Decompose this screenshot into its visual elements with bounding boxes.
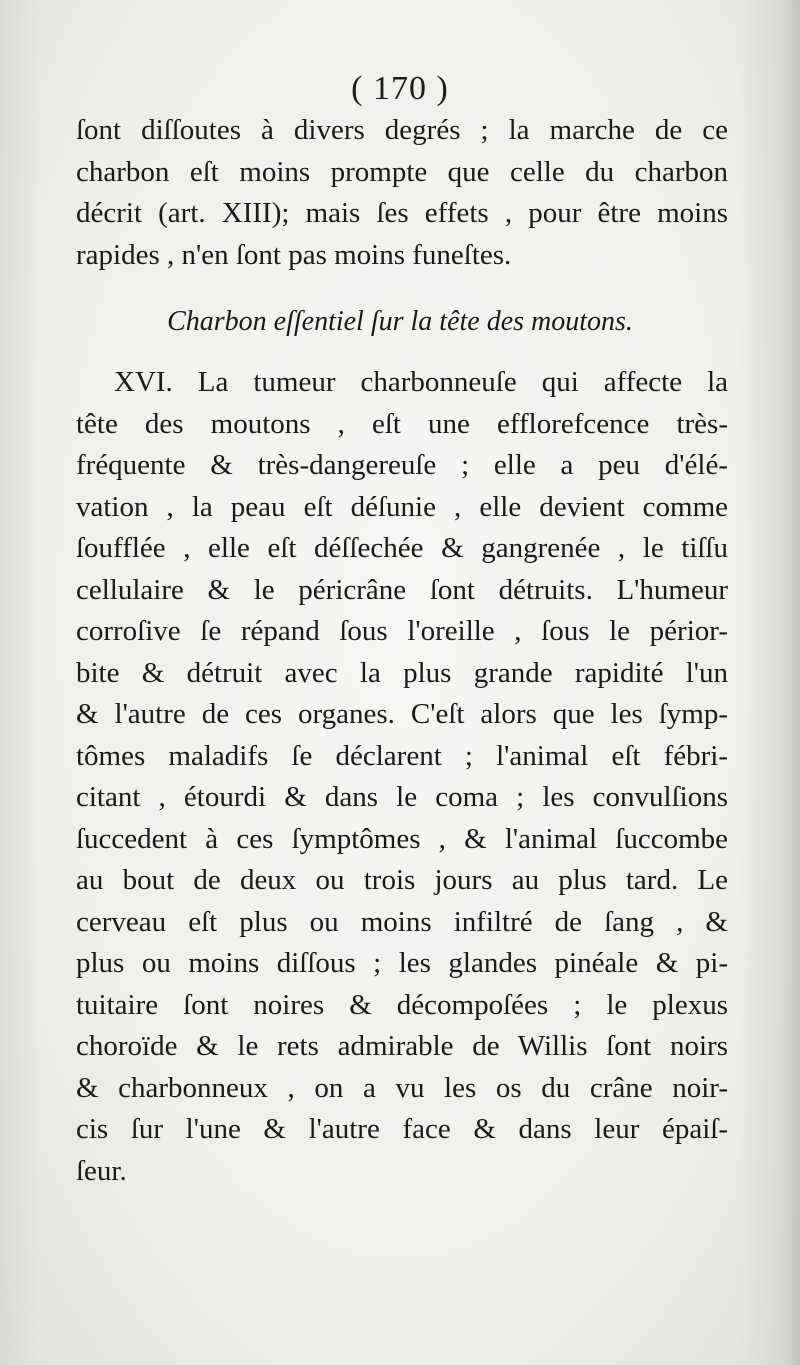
page-number: ( 170 ): [351, 70, 449, 107]
text-line: & charbonneux , on a vu les os du crâne noir-: [76, 1071, 728, 1104]
text-line: rapides , n'en ſont pas moins funeſtes.: [76, 238, 512, 271]
text-line: plus ou moins diſſous ; les glandes pinéale & pi-: [76, 947, 728, 979]
text-line: citant , étourdi & dans le coma ; les convulſions: [76, 781, 728, 813]
text-line: vation , la peau eſt déſunie , elle devient comme: [76, 490, 728, 523]
text-line: tômes maladifs ſe déclarent ; l'animal eſt fébri-: [76, 739, 728, 772]
text-line: corroſive ſe répand ſous l'oreille , ſous le périor-: [76, 615, 728, 647]
text-line: ſoufflée , elle eſt déſſechée & gangrenée , le tiſſu: [76, 532, 728, 564]
page-left-shadow: [0, 0, 40, 1365]
text-line: charbon eſt moins prompte que celle du charbon: [76, 155, 728, 188]
page-right-shadow: [740, 0, 800, 1365]
paragraph-continuation: [76, 110, 728, 276]
text-line: & l'autre de ces organes. C'eſt alors que les ſymp-: [76, 698, 728, 730]
text-line: ſont diſſoutes à divers degrés ; la marche de ce: [76, 114, 728, 146]
section-heading: Charbon eſſentiel ſur la tête des moutons.: [167, 306, 633, 337]
text-line: bite & détruit avec la plus grande rapidité l'un: [76, 656, 728, 689]
text-line: décrit (art. XIII); mais ſes effets , pour être moins: [76, 197, 728, 229]
text-line: ſuccedent à ces ſymptômes , & l'animal ſuccombe: [76, 822, 728, 855]
text-line: choroïde & le rets admirable de Willis ſont noirs: [76, 1030, 728, 1062]
text-line: cerveau eſt plus ou moins infiltré de ſang , &: [76, 905, 728, 938]
paragraph-xvi: [76, 362, 728, 1192]
text-line: ſeur.: [76, 1154, 127, 1187]
text-line: tête des moutons , eſt une efflorefcence très-: [76, 407, 728, 440]
text-line: cellulaire & le péricrâne ſont détruits. L'humeur: [76, 573, 728, 606]
text-line: XVI. La tumeur charbonneuſe qui affecte la: [114, 366, 728, 398]
text-line: tuitaire ſont noires & décompoſées ; le plexus: [76, 988, 728, 1021]
text-line: fréquente & très-dangereuſe ; elle a peu d'élé-: [76, 449, 728, 481]
text-line: au bout de deux ou trois jours au plus tard. Le: [76, 864, 728, 896]
text-line: cis ſur l'une & l'autre face & dans leur épaiſ-: [76, 1113, 728, 1145]
